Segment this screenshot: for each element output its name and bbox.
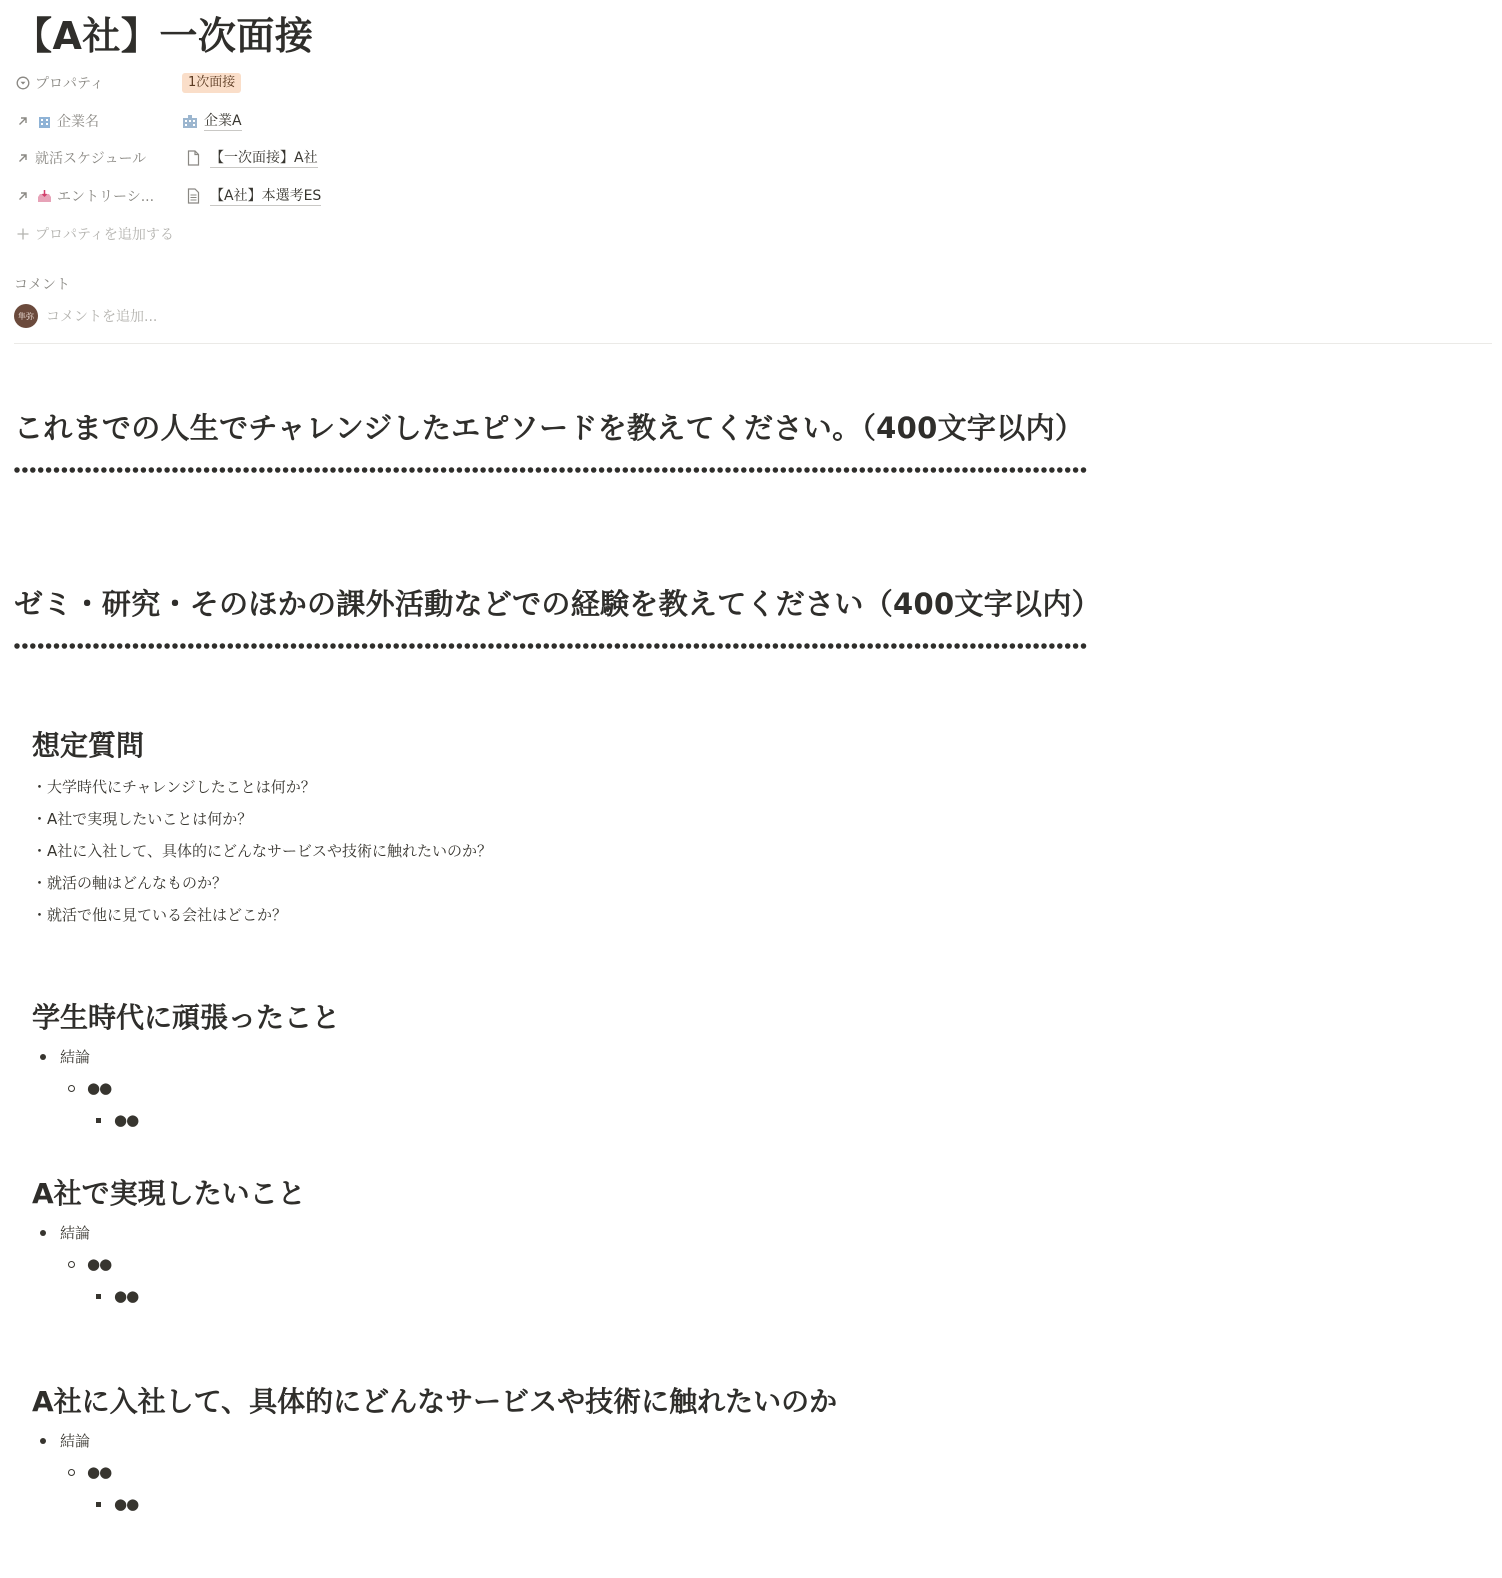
property-row-entry-sheet[interactable]: [14, 183, 614, 209]
bullet-square-icon: [96, 1502, 101, 1507]
relation-arrow-icon: [14, 115, 32, 127]
dotted-divider: [14, 466, 1090, 474]
comment-input-row[interactable]: [14, 304, 157, 328]
list-item[interactable]: [96, 1495, 138, 1513]
property-value[interactable]: [182, 112, 242, 131]
bullet-disc-icon: [40, 1054, 46, 1060]
property-value[interactable]: [182, 149, 318, 168]
question-heading-1: これまでの人生でチャレンジしたエピソードを教えてください。（400文字以内）: [14, 411, 1085, 445]
expected-question-item: ・大学時代にチャレンジしたことは何か？: [32, 778, 316, 796]
expected-question-item: ・A社で実現したいことは何か？: [32, 810, 253, 828]
list-item[interactable]: [96, 1287, 138, 1305]
property-label: 企業名: [57, 114, 99, 130]
property-value[interactable]: [182, 187, 321, 206]
list-item[interactable]: [68, 1463, 111, 1481]
expected-question-item: ・就活で他に見ている会社はどこか？: [32, 906, 288, 924]
entry-sheet-link[interactable]: 【A社】本選考ES: [210, 187, 322, 204]
property-row-status[interactable]: [14, 70, 614, 96]
property-key[interactable]: [14, 111, 182, 131]
relation-arrow-icon: [14, 190, 32, 202]
add-property-label: プロパティを追加する: [35, 227, 174, 243]
list-item[interactable]: [96, 1111, 138, 1129]
list-item-text[interactable]: 結論: [60, 1432, 91, 1450]
avatar: 隼弥: [14, 304, 38, 328]
status-icon: [14, 76, 32, 90]
list-item[interactable]: [40, 1222, 90, 1243]
relation-arrow-icon: [14, 152, 32, 164]
page-text-icon: [182, 188, 204, 204]
property-label: 就活スケジュール: [35, 151, 147, 167]
list-item[interactable]: [40, 1430, 90, 1451]
property-key[interactable]: [14, 73, 182, 93]
list-item-text[interactable]: ●●: [87, 1255, 112, 1273]
bullet-circle-icon: [68, 1261, 75, 1268]
section-heading: A社に入社して、具体的にどんなサービスや技術に触れたいのか: [32, 1385, 838, 1418]
question-heading-2: ゼミ・研究・そのほかの課外活動などでの経験を教えてください（400文字以内）: [14, 587, 1101, 621]
list-item[interactable]: [40, 1046, 90, 1067]
property-value[interactable]: [182, 73, 241, 93]
property-row-schedule[interactable]: [14, 145, 614, 171]
expected-question-item: ・A社に入社して、具体的にどんなサービスや技術に触れたいのか？: [32, 842, 492, 860]
expected-question-item: ・就活の軸はどんなものか？: [32, 874, 228, 892]
comments-label: コメント: [14, 277, 70, 293]
property-key[interactable]: [14, 186, 182, 206]
list-item-text[interactable]: ●●: [114, 1287, 139, 1305]
list-item-text[interactable]: ●●: [114, 1495, 139, 1513]
list-item-text[interactable]: ●●: [87, 1079, 112, 1097]
list-item-text[interactable]: ●●: [87, 1463, 112, 1481]
property-label: エントリーシ...: [57, 189, 155, 205]
bullet-square-icon: [96, 1118, 101, 1123]
list-item[interactable]: [68, 1079, 111, 1097]
schedule-link[interactable]: 【一次面接】A社: [210, 149, 318, 166]
list-item-text[interactable]: 結論: [60, 1048, 91, 1066]
page-title[interactable]: 【A社】一次面接: [14, 14, 314, 58]
divider: [14, 343, 1492, 344]
list-item-text[interactable]: ●●: [114, 1111, 139, 1129]
list-item[interactable]: [68, 1255, 111, 1273]
dotted-divider: [14, 642, 1090, 650]
building-icon: [35, 114, 53, 129]
bullet-disc-icon: [40, 1438, 46, 1444]
status-tag[interactable]: 1次面接: [182, 73, 241, 93]
comment-input[interactable]: コメントを追加...: [46, 309, 158, 325]
bullet-circle-icon: [68, 1469, 75, 1476]
plus-icon: [14, 228, 32, 240]
inbox-tray-icon: [35, 189, 53, 204]
bullet-circle-icon: [68, 1085, 75, 1092]
property-row-company[interactable]: [14, 108, 614, 134]
bullet-disc-icon: [40, 1230, 46, 1236]
section-heading: 学生時代に頑張ったこと: [32, 1001, 341, 1034]
section-heading: A社で実現したいこと: [32, 1177, 306, 1210]
bullet-square-icon: [96, 1294, 101, 1299]
expected-questions-heading: 想定質問: [32, 729, 145, 762]
page-icon: [182, 150, 204, 166]
property-key[interactable]: [14, 148, 182, 168]
add-property-button[interactable]: [14, 221, 614, 247]
list-item-text[interactable]: 結論: [60, 1224, 91, 1242]
property-label: プロパティ: [35, 76, 104, 92]
company-link[interactable]: 企業A: [204, 112, 242, 129]
building-icon: [182, 114, 200, 129]
